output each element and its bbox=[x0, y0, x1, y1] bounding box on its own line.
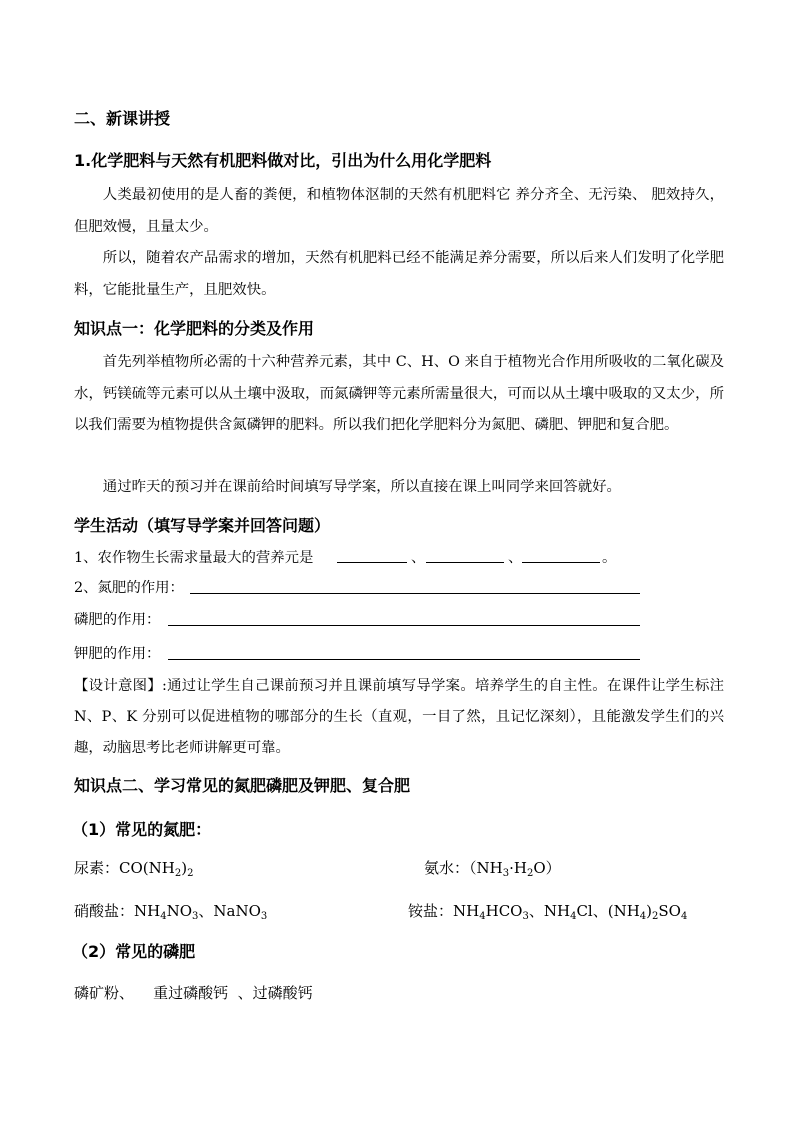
kp1-paragraph-2: 通过昨天的预习并在课前给时间填写导学案，所以直接在课上叫同学来回答就好。 bbox=[102, 479, 621, 495]
nitrogen-fertilizer-heading: （1）常见的氮肥： bbox=[72, 820, 212, 839]
phosphorus-function-label: 磷肥的作用： bbox=[74, 612, 161, 628]
answer-blank-2[interactable] bbox=[426, 562, 504, 563]
nitrate-formula: $NH_4NO_3$、NaNO$_3$ bbox=[134, 902, 268, 922]
part1-paragraph-1: 人类最初使用的是人畜的粪便，和植物体沤制的天然有机肥料它 养分齐全、无污染、 肥效持久，但肥效慢，且量太少。 bbox=[74, 187, 724, 235]
answer-blank-1[interactable] bbox=[337, 562, 407, 563]
urea-line bbox=[74, 857, 193, 878]
nitrate-line bbox=[74, 900, 267, 921]
kp1-paragraph-1: 首先列举植物所必需的十六种营养元素，其中 C、H、O 来自于植物光合作用所吸收的二氧化碳及水，钙镁硫等元素可以从土壤中汲取，而氮磷钾等元素所需量很大，可而以从土壤中吸取的又太少，所以我们需要为植物提供含氮磷钾的肥料。所以我们把化学肥料分为氮肥、磷肥、钾肥和复合肥。 bbox=[74, 354, 724, 433]
nitrogen-function-label: 2、氮肥的作用： bbox=[74, 580, 184, 596]
phosphate-fertilizer-heading: （2）常见的磷肥 bbox=[72, 942, 196, 961]
ammonium-label: 铵盐： bbox=[408, 902, 454, 920]
part1-heading: 1.化学肥料与天然有机肥料做对比，引出为什么用化学肥料 bbox=[74, 151, 492, 170]
phosphorus-function-blank[interactable] bbox=[168, 625, 640, 626]
section-title: 二、新课讲授 bbox=[74, 109, 171, 128]
separator-1: 、 bbox=[411, 550, 426, 566]
part1-paragraph-2: 所以，随着农产品需求的增加，天然有机肥料已经不能满足养分需要，所以后来人们发明了化学肥料，它能批量生产，且肥效快。 bbox=[74, 250, 724, 298]
urea-formula: $CO(NH_2)_2$ bbox=[119, 859, 194, 879]
potassium-function-blank[interactable] bbox=[168, 659, 640, 660]
kp1-heading: 知识点一：化学肥料的分类及作用 bbox=[74, 319, 315, 338]
ammonia-label: 氨水： bbox=[424, 859, 470, 877]
nitrogen-function-blank[interactable] bbox=[190, 593, 640, 594]
separator-2: 、 bbox=[508, 550, 523, 566]
urea-label: 尿素： bbox=[74, 859, 120, 877]
potassium-function-label: 钾肥的作用： bbox=[74, 646, 161, 662]
ammonium-line bbox=[408, 900, 687, 921]
nitrate-label: 硝酸盐： bbox=[74, 902, 135, 920]
answer-blank-3[interactable] bbox=[522, 562, 600, 563]
ammonium-formula: $NH_4HCO_3$、$NH_4Cl$、$(NH_4)_2SO_4$ bbox=[453, 902, 688, 922]
phosphate-list: 磷矿粉、 重过磷酸钙 、过磷酸钙 bbox=[74, 984, 313, 1002]
kp2-heading: 知识点二、学习常见的氮肥磷肥及钾肥、复合肥 bbox=[74, 776, 411, 795]
design-intent: 【设计意图】:通过让学生自己课前预习并且课前填写导学案。培养学生的自主性。在课件让学生标注 N、P、K 分别可以促进植物的哪部分的生长（直观，一目了然，且记忆深刻），且能激发学生们的兴趣，动脑思考比老师讲解更可靠。 bbox=[74, 678, 724, 756]
question-1-end: 。 bbox=[602, 550, 617, 566]
ammonia-line bbox=[424, 857, 561, 878]
activity-heading: 学生活动（填写导学案并回答问题） bbox=[74, 516, 331, 535]
question-1-text: 1、农作物生长需求量最大的营养元是 bbox=[74, 550, 314, 566]
ammonia-formula: $(NH_3\cdot H_2O)$ bbox=[469, 859, 561, 879]
